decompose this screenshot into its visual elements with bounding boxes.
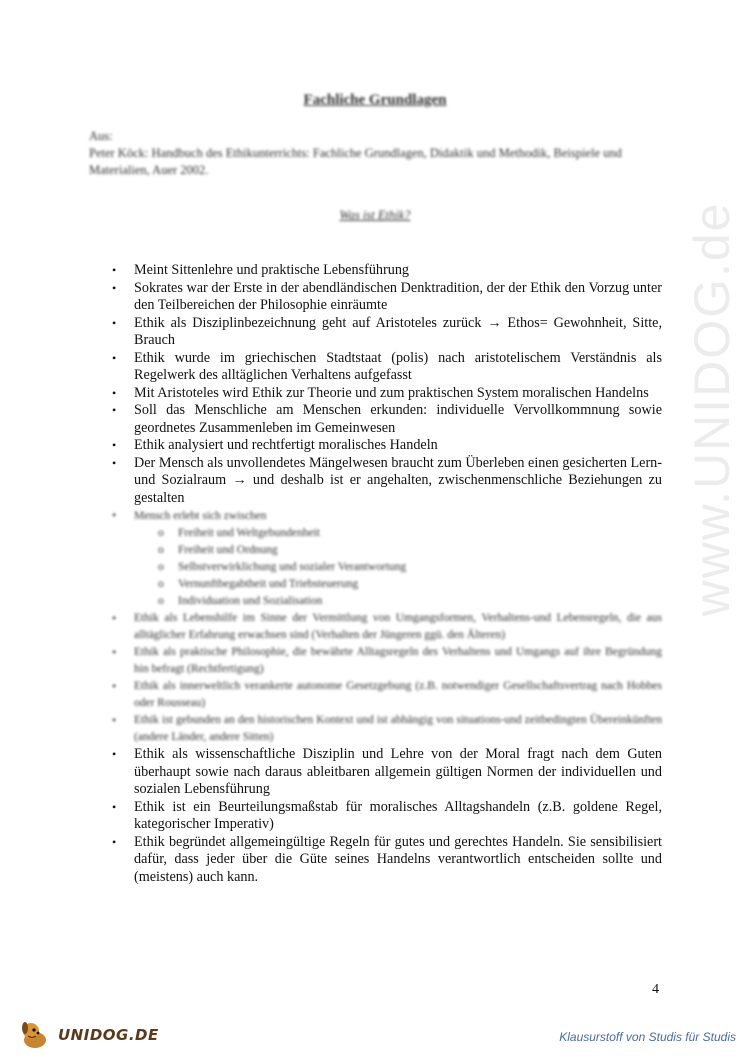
list-item-text: Ethik als praktische Philosophie, die bewährte Alltagsregeln des Verhaltens und Umgangs auf ihre Begründung hin befragt (Rechtfertigung)	[134, 646, 662, 675]
list-item-text: Der Mensch als unvollendetes Mängelwesen braucht zum Überleben einen gesicherten Lern-und Sozialraum → und deshalb ist er angehalten, zwischenmenschliche Beziehungen zu gestalten	[134, 454, 662, 506]
sub-item-text: Selbstverwirklichung und sozialer Verantwortung	[178, 561, 407, 573]
sub-item-text: Freiheit und Ordnung	[178, 544, 278, 556]
list-item-text: Ethik ist gebunden an den historischen Kontext und ist abhängig von situations-und zeitbedingten Übereinkünften (andere Länder, andere Sitten)	[134, 714, 662, 743]
bullet-icon: •	[112, 645, 117, 659]
list-item	[112, 834, 662, 887]
sub-item-text: Vernunftbegabtheit und Triebsteuerung	[178, 578, 359, 590]
source-label: Aus:	[89, 129, 113, 143]
list-item-text: Ethik als wissenschaftliche Disziplin und Lehre von der Moral fragt nach dem Guten überhaupt sowie nach daraus ableitbaren allgemein gültigen Normen der individuellen und sozialen Lebensführung	[134, 746, 662, 797]
bullet-icon: •	[112, 508, 117, 522]
sub-list-item	[158, 525, 662, 542]
list-item-text: Mit Aristoteles wird Ethik zur Theorie und zum praktischen System moralischen Handelns	[134, 384, 649, 401]
list-item-text: Ethik als Disziplinbezeichnung geht auf Aristoteles zurück → Ethos= Gewohnheit, Sitte, Brauch	[134, 314, 662, 348]
list-item-text: Ethik begründet allgemeingültige Regeln für gutes und gerechtes Handeln. Sie sensibilisiert dafür, dass jeder über die Güte seines Handelns verantwortlich entscheiden sollte und (meistens) auch kann.	[134, 833, 662, 885]
list-item	[112, 262, 662, 280]
logo-text: UNIDOG.DE	[58, 1026, 159, 1044]
sub-bullet-icon: o	[158, 595, 164, 607]
unidog-logo[interactable]	[18, 1020, 159, 1050]
watermark-text: www.UNIDOG.de	[684, 201, 740, 617]
bullet-icon: •	[112, 611, 117, 625]
bullet-icon: •	[112, 679, 117, 693]
list-item	[112, 799, 662, 834]
sub-item-text: Freiheit und Weltgebundenheit	[178, 527, 320, 539]
blurred-list-item	[112, 712, 662, 746]
sub-list-item	[158, 542, 662, 559]
page-title: Fachliche Grundlagen	[303, 92, 447, 108]
bullet-icon: •	[112, 455, 117, 470]
blurred-list-item	[112, 507, 662, 610]
sub-list-item	[158, 559, 662, 576]
sub-bullet-icon: o	[158, 544, 164, 556]
bullet-icon: •	[112, 713, 117, 727]
bullet-icon: •	[112, 385, 117, 400]
source-citation	[89, 128, 661, 179]
section-subtitle: Was ist Ethik?	[339, 208, 411, 222]
blurred-list-item	[112, 644, 662, 678]
list-item	[112, 455, 662, 508]
main-bullet-list	[112, 262, 662, 886]
blurred-list-item	[112, 678, 662, 712]
list-item-text: Ethik analysiert und rechtfertigt moralisches Handeln	[134, 437, 438, 453]
sub-list-item	[158, 576, 662, 593]
bullet-icon: •	[112, 834, 117, 849]
bullet-icon: •	[112, 350, 117, 365]
list-item	[112, 315, 662, 350]
list-item	[112, 280, 662, 315]
sub-list-item	[158, 593, 662, 610]
bullet-icon: •	[112, 280, 117, 295]
sub-bullet-icon: o	[158, 527, 164, 539]
list-item	[112, 350, 662, 385]
sub-bullet-icon: o	[158, 578, 164, 590]
list-item-text: Ethik wurde im griechischen Stadtstaat (polis) nach aristotelischem Verständnis als Regelwerk des alltäglichen Verhaltens aufgefasst	[134, 349, 662, 383]
list-item	[112, 385, 662, 403]
list-item-text: Meint Sittenlehre und praktische Lebensführung	[134, 262, 410, 278]
page-number: 4	[652, 982, 659, 997]
list-item-text: Ethik ist ein Beurteilungsmaßstab für moralisches Alltagshandeln (z.B. goldene Regel, kategorischer Imperativ)	[134, 798, 662, 832]
bullet-icon: •	[112, 263, 117, 277]
list-item-text: Ethik als innerweltlich verankerte autonome Gesetzgebung (z.B. notwendiger Gesellschaftsvertrag nach Hobbes oder Rousseau)	[134, 680, 662, 709]
bullet-icon: •	[112, 315, 117, 330]
source-text: Peter Köck: Handbuch des Ethikunterrichts: Fachliche Grundlagen, Didaktik und Methodik, Beispiele und Materialien, Auer 2002.	[89, 146, 622, 177]
list-item	[112, 437, 662, 455]
footer-tagline: Klausurstoff von Studis für Studis	[559, 1030, 736, 1044]
bullet-icon: •	[112, 403, 117, 417]
sub-list	[134, 525, 662, 610]
list-item-text: Sokrates war der Erste in der abendländischen Denktradition, der der Ethik den Vorzug unter den Teilbereichen der Philosophie einräumte	[134, 279, 662, 313]
list-item	[112, 746, 662, 799]
bullet-icon: •	[112, 438, 117, 452]
dog-mascot-icon	[18, 1020, 52, 1050]
bullet-icon: •	[112, 799, 117, 814]
list-item-text: Soll das Menschliche am Menschen erkunden: individuelle Vervollkommnung sowie geordnetes Zusammenleben im Gemeinwesen	[134, 402, 662, 436]
list-item-text: Mensch erlebt sich zwischen	[134, 510, 267, 522]
sub-bullet-icon: o	[158, 561, 164, 573]
list-item-text: Ethik als Lebenshilfe im Sinne der Vermittlung von Umgangsformen, Verhaltens-und Lebensregeln, die aus alltäglicher Erfahrung erwachsen sind (Verhalten der Jüngeren ggü. den Älteren)	[134, 612, 662, 641]
list-item	[112, 402, 662, 437]
sub-item-text: Individuation und Sozialisation	[178, 595, 323, 607]
bullet-icon: •	[112, 747, 117, 761]
blurred-list-item	[112, 610, 662, 644]
